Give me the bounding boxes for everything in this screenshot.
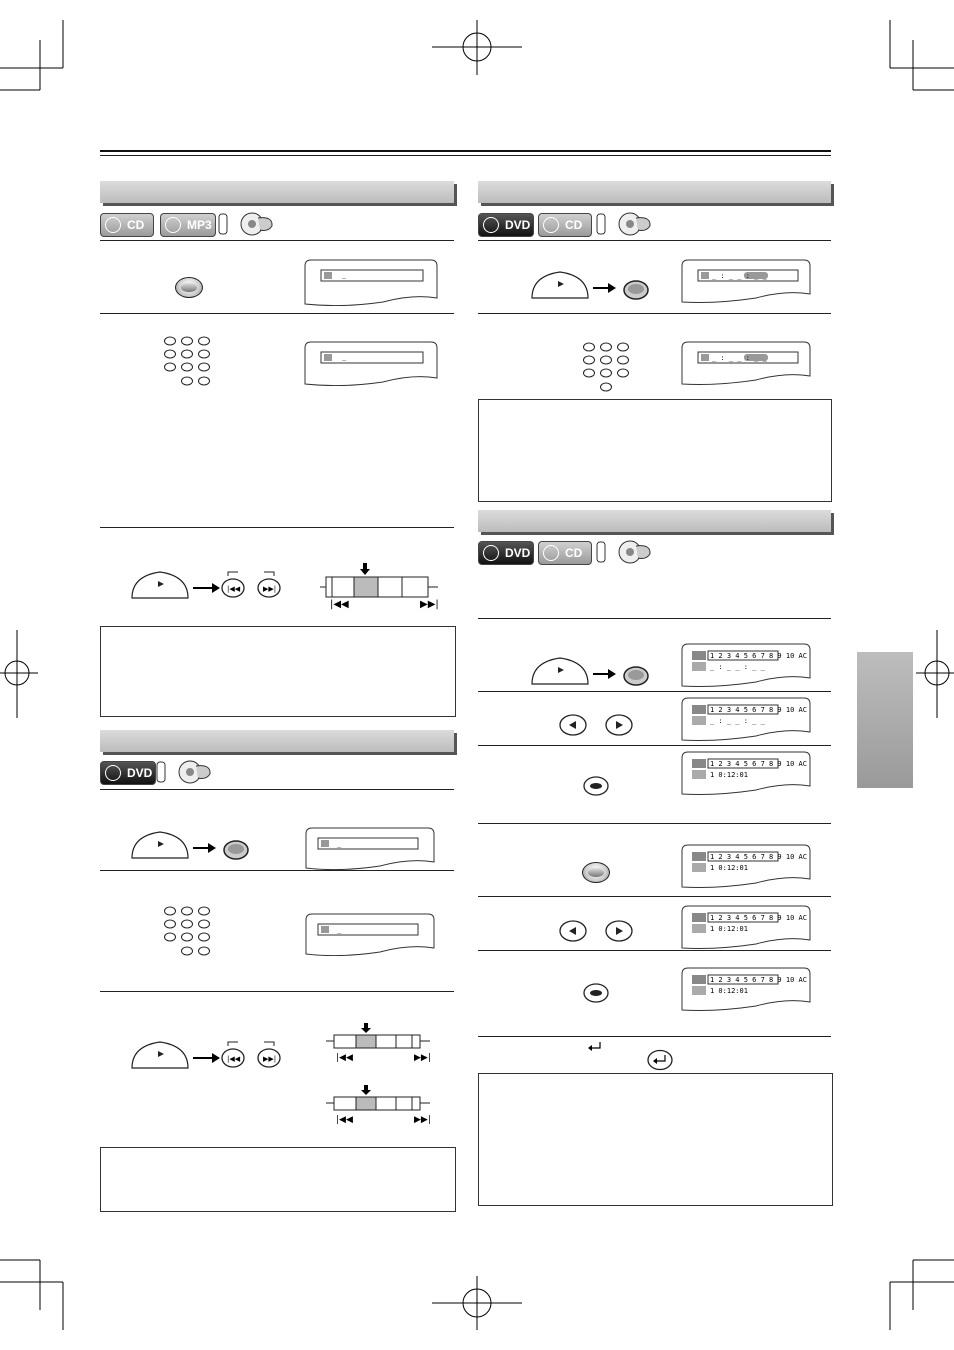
play-to-search-buttons[interactable] (130, 830, 254, 862)
left-right-buttons[interactable] (558, 712, 638, 738)
play-to-search-buttons[interactable] (530, 656, 654, 688)
section-bar-track-search (100, 181, 454, 203)
chapter-diagram-1 (326, 1020, 436, 1064)
svg-text:|◀◀: |◀◀ (336, 1115, 353, 1125)
cd-badge: CD (538, 541, 592, 565)
marker-row: 1 2 3 4 5 6 7 8 9 10 AC (710, 853, 807, 861)
marker-row: 1 2 3 4 5 6 7 8 9 10 AC (710, 706, 807, 714)
divider (100, 313, 454, 314)
divider (478, 1036, 831, 1037)
cd-badge: CD (538, 213, 592, 237)
marker-row: 1 2 3 4 5 6 7 8 9 10 AC (710, 760, 807, 768)
tv-screen (680, 340, 812, 386)
divider (478, 313, 831, 314)
return-button[interactable] (647, 1049, 673, 1071)
time-display: 1 0:12:01 (710, 987, 748, 995)
time-display: _ : _ _ : _ _ (710, 663, 765, 671)
tv-screen (680, 258, 812, 304)
divider (100, 789, 454, 790)
marker-row: 1 2 3 4 5 6 7 8 9 10 AC (710, 914, 807, 922)
divider (478, 240, 831, 241)
divider (478, 618, 831, 619)
note-box (100, 626, 456, 717)
return-icon (588, 1041, 602, 1053)
time-display: _ : _ _ : _ _ (712, 272, 767, 280)
marker-row: 1 2 3 4 5 6 7 8 9 10 AC (710, 652, 807, 660)
search-button[interactable] (175, 277, 203, 298)
remote-disc-icon (156, 760, 214, 784)
svg-text:|◀◀: |◀◀ (227, 585, 241, 593)
svg-text:▶▶|: ▶▶| (420, 599, 439, 610)
side-tab (857, 652, 913, 788)
mp3-badge: MP3 (160, 213, 216, 237)
play-to-search-buttons[interactable] (530, 270, 654, 302)
divider (478, 745, 831, 746)
left-right-buttons[interactable] (558, 918, 638, 944)
chapter-track-diagram (320, 560, 444, 610)
svg-text:▶▶|: ▶▶| (414, 1115, 431, 1125)
svg-text:▶▶|: ▶▶| (414, 1053, 431, 1063)
section-bar-chapter-search (100, 730, 454, 752)
svg-text:|◀◀: |◀◀ (330, 599, 349, 610)
dvd-badge: DVD (478, 213, 534, 237)
tv-screen (304, 912, 438, 956)
svg-text:▶▶|: ▶▶| (263, 585, 277, 593)
number-keypad[interactable] (162, 336, 212, 388)
time-display: 1 0:12:01 (710, 864, 748, 872)
chapter-diagram-2 (326, 1082, 436, 1126)
play-to-skip-buttons[interactable] (130, 1040, 290, 1072)
dvd-badge: DVD (100, 761, 156, 785)
header-rule (100, 150, 831, 152)
number-keypad[interactable] (581, 342, 631, 394)
entry-display: _ (337, 926, 342, 934)
divider (100, 870, 454, 871)
time-display: 1 0:12:01 (710, 925, 748, 933)
search-button[interactable] (582, 862, 610, 883)
svg-text:|◀◀: |◀◀ (336, 1053, 353, 1063)
note-box (100, 1147, 456, 1212)
time-display: 1 0:12:01 (710, 771, 748, 779)
divider (100, 991, 454, 992)
divider (478, 950, 831, 951)
section-bar-marker-setup (478, 510, 831, 532)
cd-badge: CD (100, 213, 154, 237)
tv-screen (303, 340, 453, 386)
tv-screen (303, 258, 453, 306)
tv-screen (304, 826, 438, 870)
entry-display: _ (342, 353, 347, 361)
divider (478, 896, 831, 897)
time-display: _ : _ _ : _ _ (710, 717, 765, 725)
divider (478, 823, 831, 824)
remote-disc-icon (596, 540, 654, 564)
dvd-badge: DVD (478, 541, 534, 565)
entry-display: _ (337, 840, 342, 848)
section-bar-time-search (478, 181, 831, 203)
enter-button[interactable] (582, 982, 610, 1004)
svg-text:▶▶|: ▶▶| (263, 1055, 277, 1063)
number-keypad[interactable] (162, 906, 212, 958)
remote-disc-icon (596, 212, 654, 236)
header-rule-thin (100, 155, 831, 156)
play-to-skip-buttons[interactable] (130, 570, 290, 602)
divider (100, 527, 454, 528)
entry-display: _ (342, 271, 347, 279)
marker-row: 1 2 3 4 5 6 7 8 9 10 AC (710, 976, 807, 984)
svg-text:|◀◀: |◀◀ (227, 1055, 241, 1063)
enter-button[interactable] (582, 775, 610, 797)
note-box (478, 399, 832, 502)
note-box (478, 1073, 833, 1206)
divider (478, 691, 831, 692)
remote-disc-icon (218, 212, 276, 236)
divider (100, 240, 454, 241)
time-display: _ : _ _ : _ _ (712, 354, 767, 362)
